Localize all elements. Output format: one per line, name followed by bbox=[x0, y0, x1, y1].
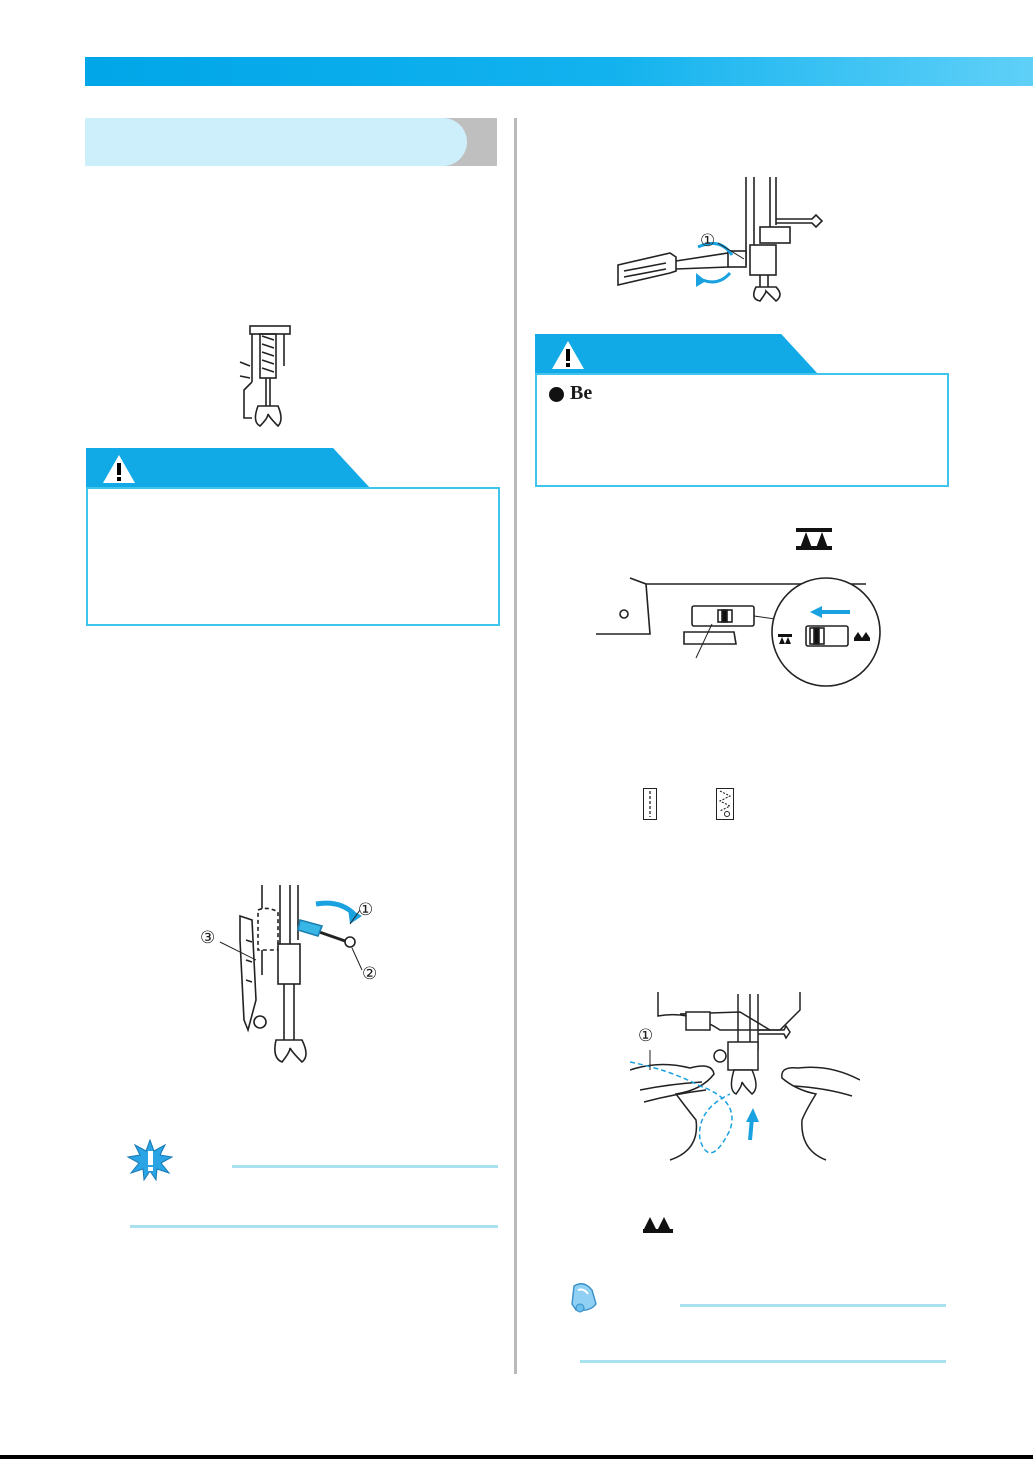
memo-top-rule bbox=[232, 1165, 498, 1168]
callout-3: ③ bbox=[200, 928, 216, 948]
section-header-pill bbox=[85, 118, 497, 166]
warning-triangle-icon bbox=[551, 340, 585, 370]
note-bottom-rule bbox=[580, 1360, 946, 1363]
note-top-rule bbox=[680, 1304, 946, 1307]
top-color-bar bbox=[85, 57, 1033, 86]
callout-1: ① bbox=[638, 1026, 654, 1046]
feed-dog-raised-icon bbox=[643, 1215, 673, 1235]
column-divider bbox=[514, 118, 517, 1374]
callout-1: ① bbox=[358, 900, 374, 920]
straight-stitch-icon bbox=[643, 788, 657, 820]
warning-bullet-text: Be bbox=[570, 382, 593, 404]
callout-2: ② bbox=[362, 964, 378, 984]
presser-foot-mounting-figure bbox=[190, 880, 400, 1070]
feed-dog-lever-figure bbox=[596, 576, 886, 691]
memo-bottom-rule bbox=[130, 1225, 498, 1228]
warning-box-right bbox=[535, 373, 949, 487]
memo-burst-icon bbox=[126, 1139, 174, 1181]
callout-1: ① bbox=[700, 231, 716, 251]
warning-bullet-icon bbox=[549, 387, 564, 402]
warning-tab-right bbox=[535, 334, 818, 374]
warning-triangle-icon bbox=[102, 454, 136, 484]
zigzag-stitch-icon bbox=[716, 788, 734, 820]
warning-tab-left bbox=[86, 448, 370, 488]
page-bottom-rule bbox=[0, 1455, 1033, 1459]
screwdriver-figure bbox=[600, 175, 840, 305]
warning-box-left bbox=[86, 487, 500, 626]
darning-foot-illustration bbox=[222, 322, 302, 432]
guiding-fabric-figure bbox=[630, 990, 860, 1170]
feed-dog-lowered-icon bbox=[796, 528, 832, 550]
bell-note-icon bbox=[566, 1282, 600, 1314]
